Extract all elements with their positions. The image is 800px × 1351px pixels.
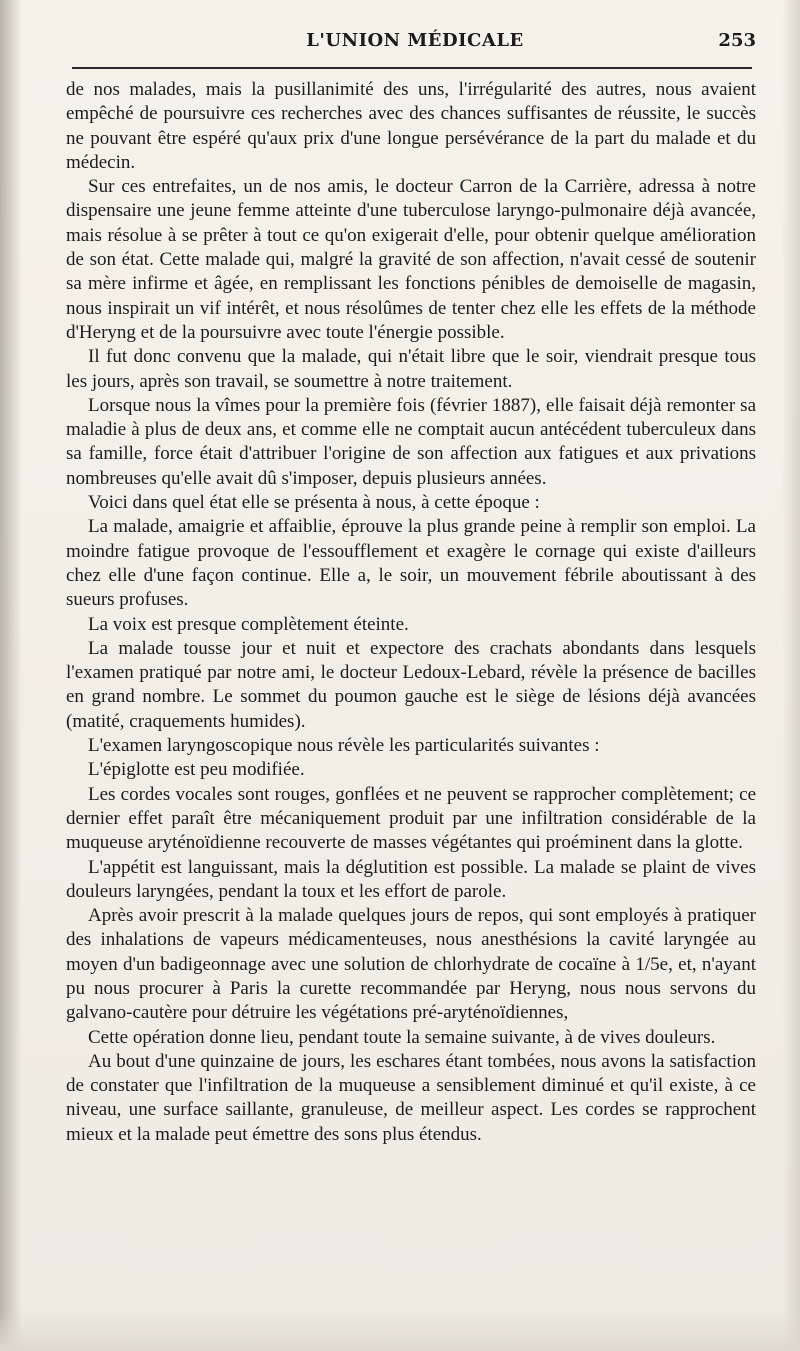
paragraph: Au bout d'une quinzaine de jours, les eschares étant tombées, nous avons la satisfaction de constater que l'infiltration de la muqueuse a sensiblement diminué et qu'il existe, à ce niveau, une surface saillante, granuleuse, de meilleur aspect. Les cordes se rapprochent mieux et la malade peut émettre des sons plus étendus. bbox=[66, 1050, 756, 1145]
paragraph: Lorsque nous la vîmes pour la première fois (février 1887), elle faisait déjà remonter sa maladie à plus de deux ans, et comme elle ne comptait aucun antécédent tuberculeux dans sa famille, force était d'attribuer l'origine de son affection aux fatigues et aux privations nombreuses qu'elle avait dû s'imposer, depuis plusieurs années. bbox=[66, 394, 756, 489]
paragraph: La voix est presque complètement éteinte. bbox=[88, 613, 409, 635]
paragraph: Il fut donc convenu que la malade, qui n'était libre que le soir, viendrait presque tous les jours, après son travail, se soumettre à notre traitement. bbox=[66, 346, 756, 392]
paragraph: La malade tousse jour et nuit et expectore des crachats abondants dans lesquels l'examen pratiqué par notre ami, le docteur Ledoux-Lebard, révèle la présence de bacilles en grand nombre. Le sommet du poumon gauche est le siège de lésions déjà avancées (matité, craquements humides). bbox=[66, 637, 756, 732]
page-edge-shadow-right bbox=[782, 0, 800, 1351]
paragraph: Les cordes vocales sont rouges, gonflées et ne peuvent se rapprocher complètement; ce dernier effet paraît être mécaniquement produit par une infiltration considérable de la muqueuse aryténoïdienne recouverte de masses végétantes qui proéminent dans la glotte. bbox=[66, 783, 756, 854]
paragraph: Cette opération donne lieu, pendant toute la semaine suivante, à de vives douleurs. bbox=[88, 1026, 716, 1048]
running-title: L'UNION MÉDICALE bbox=[306, 30, 524, 51]
page-header bbox=[70, 30, 760, 60]
page-number: 253 bbox=[718, 30, 756, 51]
header-rule bbox=[72, 67, 752, 69]
paragraph: Après avoir prescrit à la malade quelques jours de repos, qui sont employés à pratiquer des inhalations de vapeurs médicamenteuses, nous anesthésions la cavité laryngée au moyen d'un badigeonnage avec une solution de chlorhydrate de cocaïne à 1/5e, et, n'ayant pu nous procurer à Paris la curette recommandée par Heryng, nous nous servons du galvano-cautère pour détruire les végétations pré-aryténoïdiennes, bbox=[66, 905, 756, 1024]
paragraph: Voici dans quel état elle se présenta à nous, à cette époque : bbox=[88, 492, 540, 514]
page-edge-shadow bbox=[0, 0, 22, 1351]
body-text bbox=[66, 78, 756, 1147]
paragraph: La malade, amaigrie et affaiblie, éprouve la plus grande peine à remplir son emploi. La moindre fatigue provoque de l'essoufflement et exagère le cornage qui existe d'ailleurs chez elle d'une façon continue. Elle a, le soir, un mouvement fébrile aboutissant à des sueurs profuses. bbox=[66, 516, 756, 611]
paragraph: L'appétit est languissant, mais la déglutition est possible. La malade se plaint de vives douleurs laryngées, pendant la toux et les effort de parole. bbox=[66, 856, 756, 902]
paragraph: de nos malades, mais la pusillanimité des uns, l'irrégularité des autres, nous avaient empêché de poursuivre ces recherches avec des chances suffisantes de réussite, le succès ne pouvant être espéré qu'aux prix d'une longue persévérance de la part du malade et du médecin. bbox=[66, 79, 756, 173]
paragraph: L'examen laryngoscopique nous révèle les particularités suivantes : bbox=[88, 735, 600, 757]
page-edge-shadow-bottom bbox=[0, 1311, 800, 1351]
paragraph: L'épiglotte est peu modifiée. bbox=[88, 759, 305, 781]
paragraph: Sur ces entrefaites, un de nos amis, le docteur Carron de la Carrière, adressa à notre dispensaire une jeune femme atteinte d'une tuberculose laryngo-pulmonaire déjà avancée, mais résolue à se prêter à tout ce qu'on exigerait d'elle, pour obtenir quelque amélioration de son état. Cette malade qui, malgré la gravité de son affection, n'avait cessé de soutenir sa mère infirme et âgée, en remplissant les fonctions pénibles de demoiselle de magasin, nous inspirait un vif intérêt, et nous résolûmes de tenter chez elle les effets de la méthode d'Heryng et de la poursuivre avec toute l'énergie possible. bbox=[66, 176, 756, 343]
